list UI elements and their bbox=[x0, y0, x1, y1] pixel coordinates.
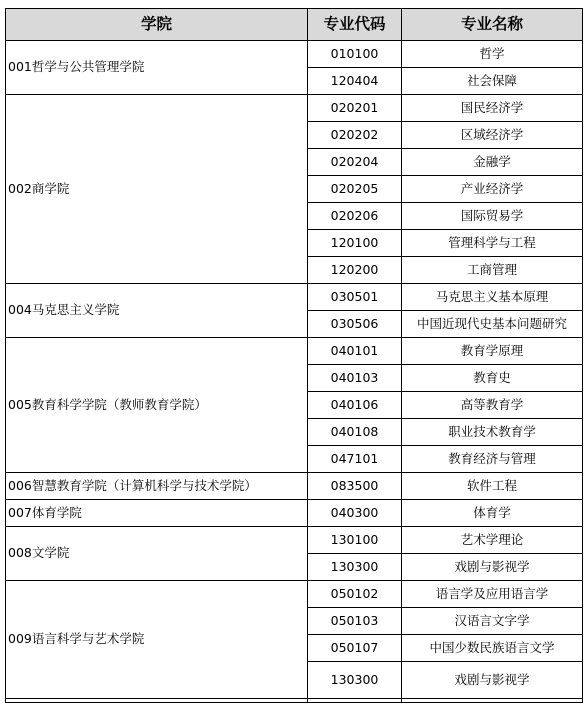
major-code-cell: 020202 bbox=[308, 122, 402, 149]
college-name-cell: 008文学院 bbox=[6, 527, 308, 581]
major-code-cell: 050102 bbox=[308, 581, 402, 608]
college-name-cell: 001哲学与公共管理学院 bbox=[6, 41, 308, 95]
major-name-cell: 戏剧与影视学 bbox=[402, 662, 583, 699]
major-name-cell: 软件工程 bbox=[402, 473, 583, 500]
major-name-cell: 体育学 bbox=[402, 500, 583, 527]
major-name-cell: 金融学 bbox=[402, 149, 583, 176]
major-code-cell: 040101 bbox=[308, 338, 402, 365]
major-name-cell: 国民经济学 bbox=[402, 95, 583, 122]
major-code-cell: 120100 bbox=[308, 230, 402, 257]
major-code-cell: 040300 bbox=[308, 500, 402, 527]
major-code-cell: 020204 bbox=[308, 149, 402, 176]
college-name-cell: 005教育科学学院（教师教育学院） bbox=[6, 338, 308, 473]
table-row bbox=[6, 95, 583, 122]
major-code-cell: 040106 bbox=[308, 392, 402, 419]
major-code-cell: 040103 bbox=[308, 365, 402, 392]
major-name-cell: 马克思主义基本原理 bbox=[402, 284, 583, 311]
major-name-cell: 工商管理 bbox=[402, 257, 583, 284]
table-row bbox=[6, 338, 583, 365]
major-name-cell: 产业经济学 bbox=[402, 176, 583, 203]
college-name-cell: 006智慧教育学院（计算机科学与技术学院） bbox=[6, 473, 308, 500]
major-name-cell: 区域经济学 bbox=[402, 122, 583, 149]
college-name-cell: 009语言科学与艺术学院 bbox=[6, 581, 308, 699]
table-row bbox=[6, 581, 583, 608]
table-row bbox=[6, 500, 583, 527]
major-code-cell: 020201 bbox=[308, 95, 402, 122]
major-name-cell: 哲学 bbox=[402, 41, 583, 68]
major-code-cell: 083500 bbox=[308, 473, 402, 500]
major-code-cell: 020206 bbox=[308, 203, 402, 230]
major-code-cell: 130300 bbox=[308, 662, 402, 699]
major-code-cell: 010100 bbox=[308, 41, 402, 68]
major-name-cell: 中国近现代史基本问题研究 bbox=[402, 311, 583, 338]
major-name-cell: 教育史 bbox=[402, 365, 583, 392]
major-name-cell: 管理科学与工程 bbox=[402, 230, 583, 257]
majors-table bbox=[5, 8, 583, 703]
major-name-cell: 汉语言文字学 bbox=[402, 608, 583, 635]
header-major-code: 专业代码 bbox=[308, 9, 402, 41]
major-code-cell: 030501 bbox=[308, 284, 402, 311]
header-college: 学院 bbox=[6, 9, 308, 41]
major-name-cell: 国际贸易学 bbox=[402, 203, 583, 230]
header-major-name: 专业名称 bbox=[402, 9, 583, 41]
table-body bbox=[6, 41, 583, 703]
major-name-cell: 语言学及应用语言学 bbox=[402, 581, 583, 608]
major-code-cell: 040108 bbox=[308, 419, 402, 446]
major-code-cell: 050103 bbox=[308, 608, 402, 635]
major-code-cell: 020205 bbox=[308, 176, 402, 203]
major-name-cell: 戏剧与影视学 bbox=[402, 554, 583, 581]
college-name-cell: 002商学院 bbox=[6, 95, 308, 284]
major-name-cell: 职业技术教育学 bbox=[402, 419, 583, 446]
header-row bbox=[6, 9, 583, 41]
major-code-cell: 130300 bbox=[308, 554, 402, 581]
major-code-cell: 120200 bbox=[308, 257, 402, 284]
major-name-cell: 社会保障 bbox=[402, 68, 583, 95]
table-row bbox=[6, 284, 583, 311]
major-code-cell: 130100 bbox=[308, 527, 402, 554]
table-row bbox=[6, 527, 583, 554]
major-name-cell: 教育经济与管理 bbox=[402, 446, 583, 473]
major-code-cell: 030506 bbox=[308, 311, 402, 338]
major-name-cell: 教育学原理 bbox=[402, 338, 583, 365]
college-name-cell: 004马克思主义学院 bbox=[6, 284, 308, 338]
table-row bbox=[6, 41, 583, 68]
major-name-cell: 艺术学理论 bbox=[402, 527, 583, 554]
college-name-cell: 007体育学院 bbox=[6, 500, 308, 527]
major-code-cell: 047101 bbox=[308, 446, 402, 473]
major-code-cell: 050107 bbox=[308, 635, 402, 662]
major-name-cell: 中国少数民族语言文学 bbox=[402, 635, 583, 662]
table-row-partial bbox=[6, 699, 583, 703]
table-row bbox=[6, 473, 583, 500]
major-name-cell: 高等教育学 bbox=[402, 392, 583, 419]
major-code-cell: 120404 bbox=[308, 68, 402, 95]
empty-cell bbox=[6, 699, 308, 703]
empty-cell bbox=[308, 699, 402, 703]
empty-cell bbox=[402, 699, 583, 703]
